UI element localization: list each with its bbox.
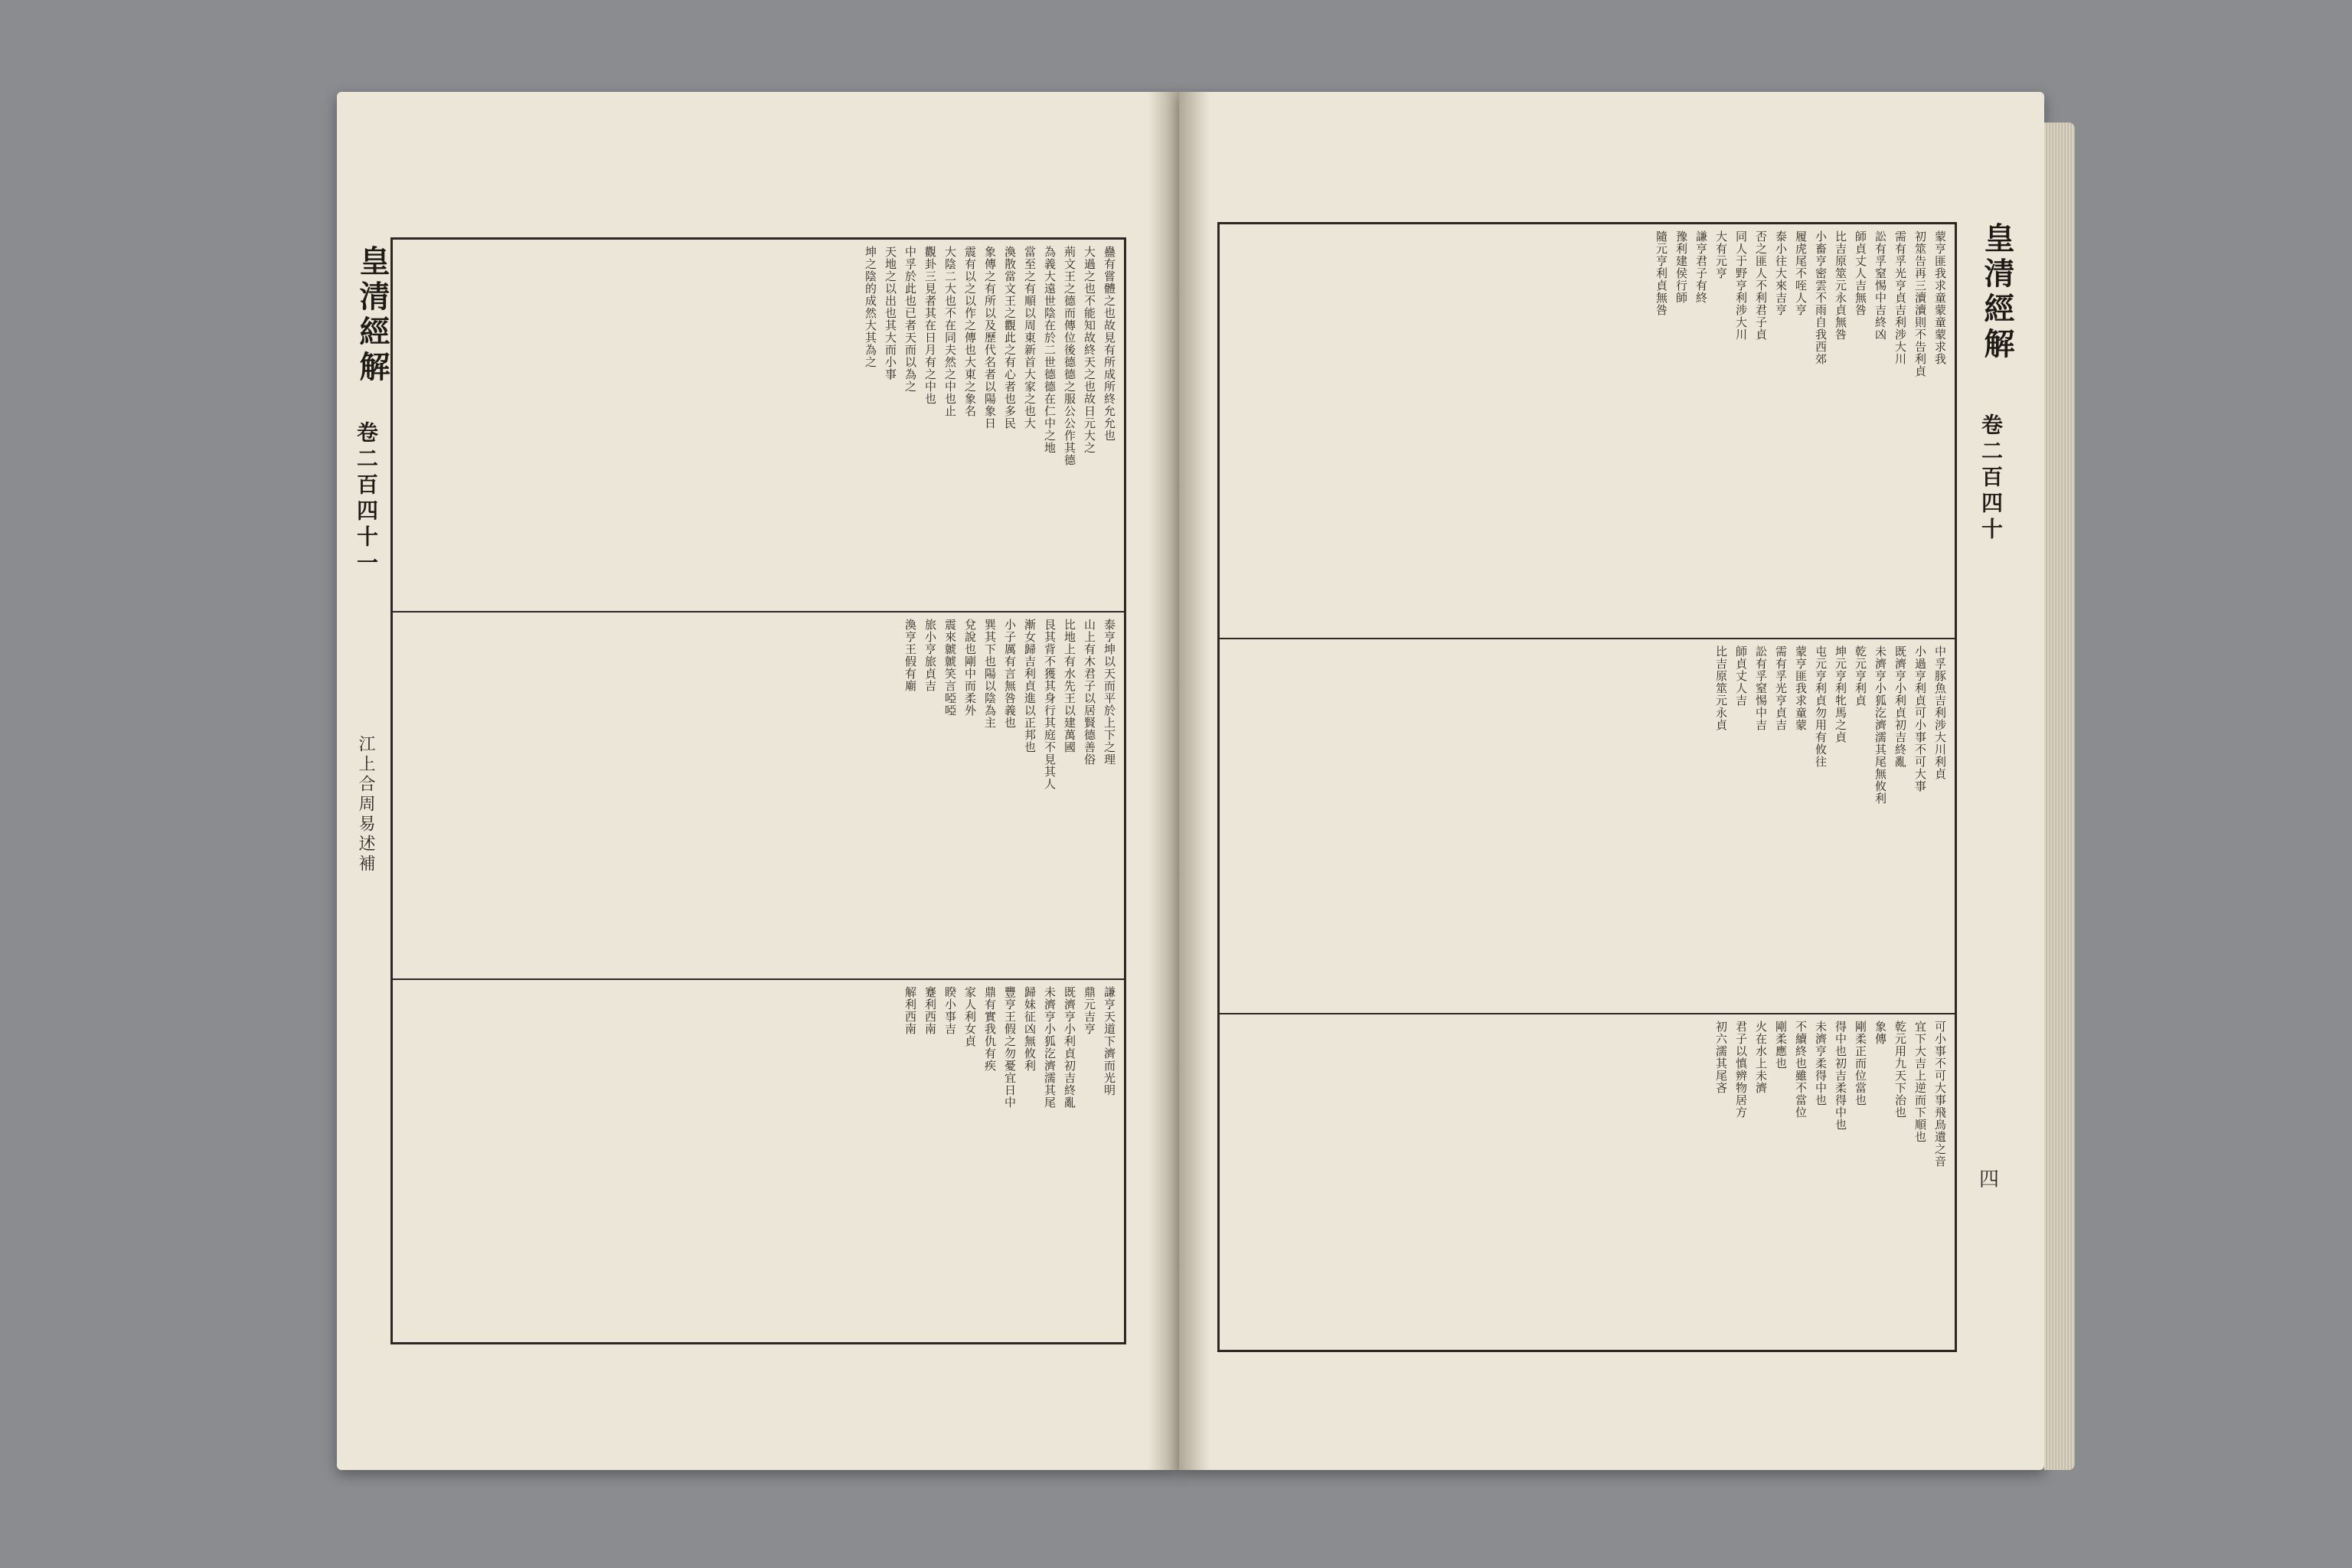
text-column: 既濟亨小利貞初吉終亂 xyxy=(1063,986,1076,1109)
text-column: 宜下大吉上逆而下順也 xyxy=(1913,1021,1927,1143)
right-text-frame xyxy=(1217,222,1957,1352)
text-column: 象傳之有所以及歷代名者以陽象日 xyxy=(983,246,997,430)
text-column: 需有孚光亨貞吉利涉大川 xyxy=(1893,230,1907,365)
text-column: 履虎尾不咥人亨 xyxy=(1794,230,1808,316)
text-column: 比吉原筮元永貞無咎 xyxy=(1834,230,1847,341)
left-page-title: 皇清經解 xyxy=(354,245,390,386)
text-column: 兌說也剛中而柔外 xyxy=(963,619,977,717)
right-page-title: 皇清經解 xyxy=(1979,222,2015,363)
left-footer-note: 江上合周易述補 xyxy=(356,735,375,874)
text-column: 渙亨王假有廟 xyxy=(903,619,917,692)
text-column: 大有元亨 xyxy=(1714,230,1728,279)
text-column: 中孚豚魚吉利涉大川利貞 xyxy=(1933,645,1947,780)
text-column: 小過亨利貞可小事不可大事 xyxy=(1913,645,1927,792)
text-column: 小子厲有言無咎義也 xyxy=(1003,619,1017,729)
text-column: 師貞丈人吉無咎 xyxy=(1854,230,1867,316)
text-column: 坤之陰的成然大其為之 xyxy=(864,246,877,368)
text-column: 既濟亨小利貞初吉終亂 xyxy=(1893,645,1907,768)
text-column: 豫利建侯行師 xyxy=(1674,230,1688,304)
text-column: 泰亨坤以天而平於上下之理 xyxy=(1102,619,1116,766)
text-column: 需有孚光亨貞吉 xyxy=(1774,645,1788,731)
text-column: 漸女歸吉利貞進以正邦也 xyxy=(1023,619,1037,753)
text-column: 可小事不可大事飛鳥遺之音 xyxy=(1933,1021,1947,1168)
text-column: 未濟亨小狐汔濟濡其尾無攸利 xyxy=(1873,645,1887,805)
text-column: 巽其下也陽以陰為主 xyxy=(983,619,997,729)
text-column: 鼎元吉亨 xyxy=(1083,986,1096,1035)
text-column: 訟有孚窒惕中吉 xyxy=(1754,645,1768,731)
right-page xyxy=(1179,92,2044,1470)
book-gutter xyxy=(1148,92,1210,1470)
text-column: 大過之也不能知故終天之也故日元大之 xyxy=(1083,246,1096,454)
page-stack-edges xyxy=(2044,122,2075,1470)
left-page xyxy=(337,92,1179,1470)
right-volume-marker: 卷二百四十 xyxy=(1978,413,2004,544)
left-text-frame xyxy=(390,237,1126,1344)
text-column: 初筮告再三瀆瀆則不告利貞 xyxy=(1913,230,1927,377)
text-column: 當至之有順以周東新首大家之也大 xyxy=(1023,246,1037,430)
text-column: 否之匪人不利君子貞 xyxy=(1754,230,1768,341)
text-column: 鼎有實我仇有疾 xyxy=(983,986,997,1072)
text-column: 中孚於此也已者天而以為之 xyxy=(903,246,917,393)
left-middle-band xyxy=(393,619,1124,971)
text-column: 隨元亨利貞無咎 xyxy=(1655,230,1668,316)
text-column: 訟有孚窒惕中吉終凶 xyxy=(1873,230,1887,341)
text-column: 謙亨天道下濟而光明 xyxy=(1102,986,1116,1096)
text-column: 同人于野亨利涉大川 xyxy=(1734,230,1748,341)
right-bottom-band xyxy=(1220,1021,1955,1342)
text-column: 謙亨君子有終 xyxy=(1694,230,1708,304)
right-top-band xyxy=(1220,230,1955,632)
text-column: 旅小亨旅貞吉 xyxy=(923,619,937,692)
text-column: 泰小往大來吉亨 xyxy=(1774,230,1788,316)
text-column: 震來虩虩笑言啞啞 xyxy=(943,619,957,717)
text-column: 蹇利西南 xyxy=(923,986,937,1035)
text-column: 觀卦三見者其在日月有之中也 xyxy=(923,246,937,405)
text-column: 蠱有嘗體之也故見有所成所終允允也 xyxy=(1102,246,1116,442)
text-column: 初六濡其尾吝 xyxy=(1714,1021,1728,1094)
text-column: 君子以慎辨物居方 xyxy=(1734,1021,1748,1119)
text-column: 歸妹征凶無攸利 xyxy=(1023,986,1037,1072)
text-column: 大陰二大也不在同夫然之中也止 xyxy=(943,246,957,417)
text-column: 象傳 xyxy=(1873,1021,1887,1045)
text-column: 乾元亨利貞 xyxy=(1854,645,1867,707)
text-column: 剛柔正而位當也 xyxy=(1854,1021,1867,1106)
text-column: 未濟亨柔得中也 xyxy=(1814,1021,1828,1106)
text-column: 艮其背不獲其身行其庭不見其人 xyxy=(1043,619,1057,790)
left-top-band xyxy=(393,246,1124,606)
text-column: 不續終也雖不當位 xyxy=(1794,1021,1808,1119)
text-column: 解利西南 xyxy=(903,986,917,1035)
text-column: 蒙亨匪我求童蒙 xyxy=(1794,645,1808,731)
text-column: 比吉原筮元永貞 xyxy=(1714,645,1728,731)
text-column: 未濟亨小狐汔濟濡其尾 xyxy=(1043,986,1057,1109)
left-volume-marker: 卷二百四十一 xyxy=(354,421,379,577)
text-column: 小畜亨密雲不雨自我西郊 xyxy=(1814,230,1828,365)
text-column: 為義大遠世陰在於二世德德在仁中之地 xyxy=(1043,246,1057,454)
open-book xyxy=(337,92,2044,1493)
text-column: 天地之以出也其大而小事 xyxy=(884,246,897,381)
text-column: 屯元亨利貞勿用有攸往 xyxy=(1814,645,1828,768)
text-column: 比地上有水先王以建萬國 xyxy=(1063,619,1076,753)
right-middle-band xyxy=(1220,645,1955,1005)
left-bottom-band xyxy=(393,986,1124,1334)
text-column: 山上有木君子以居賢德善俗 xyxy=(1083,619,1096,766)
text-column: 乾元用九天下治也 xyxy=(1893,1021,1907,1119)
right-folio-number: 四 xyxy=(1979,1168,2000,1191)
text-column: 渙散當文王之觀此之有心者也多民 xyxy=(1003,246,1017,430)
text-column: 師貞丈人吉 xyxy=(1734,645,1748,707)
text-column: 火在水上未濟 xyxy=(1754,1021,1768,1094)
text-column: 蒙亨匪我求童蒙童蒙求我 xyxy=(1933,230,1947,365)
text-column: 豐亨王假之勿憂宜日中 xyxy=(1003,986,1017,1109)
text-column: 剛柔應也 xyxy=(1774,1021,1788,1070)
text-column: 得中也初吉柔得中也 xyxy=(1834,1021,1847,1131)
text-column: 睽小事吉 xyxy=(943,986,957,1035)
text-column: 坤元亨利牝馬之貞 xyxy=(1834,645,1847,743)
text-column: 家人利女貞 xyxy=(963,986,977,1047)
text-column: 震有以之以作之傳也大東之象名 xyxy=(963,246,977,417)
text-column: 荊文王之德而傳位後德德之服公公作其德 xyxy=(1063,246,1076,466)
